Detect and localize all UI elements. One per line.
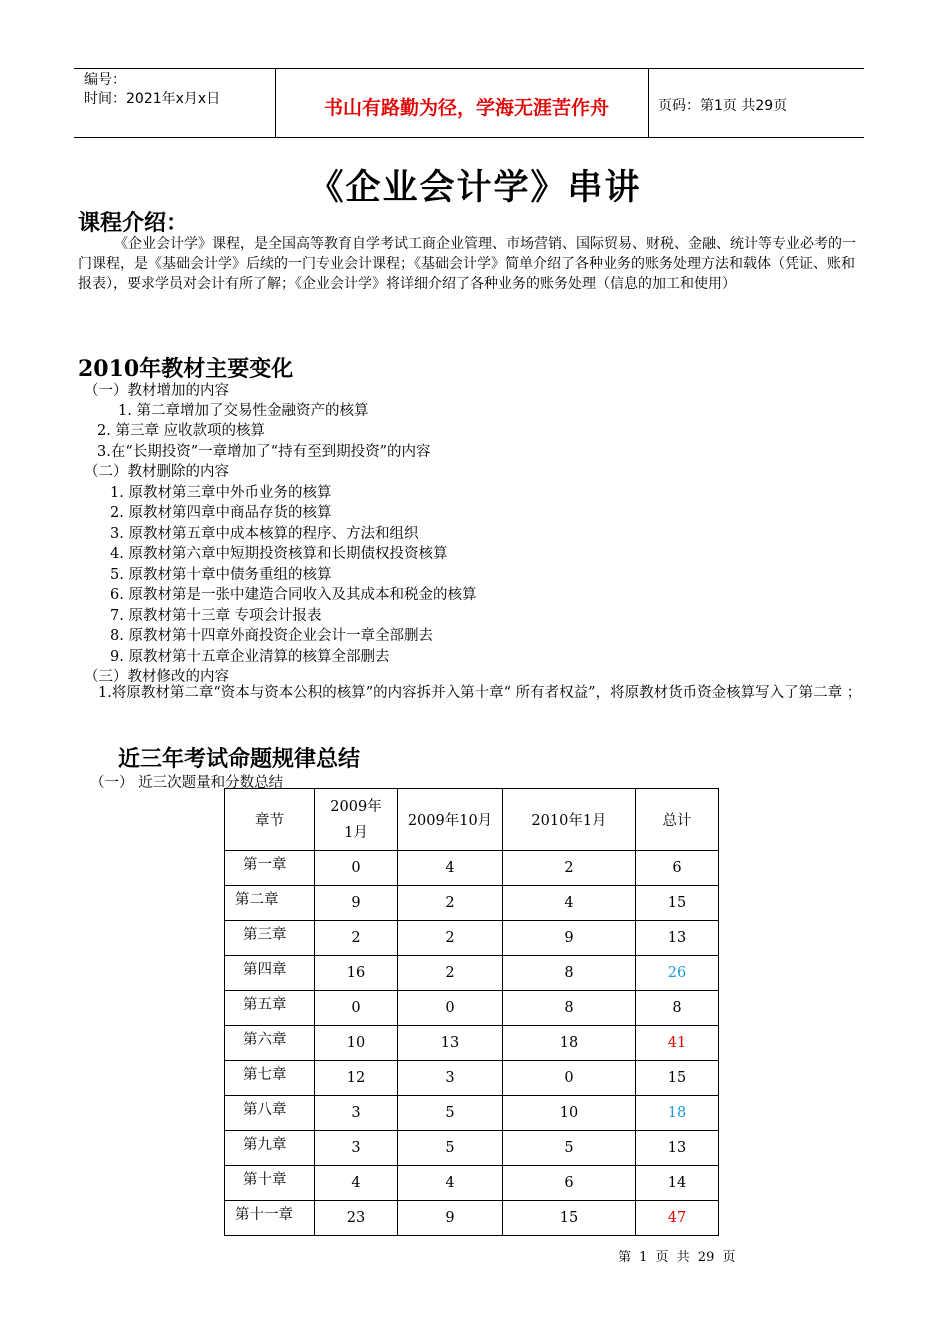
- table-header-text: 2009年1月: [330, 798, 382, 841]
- list-item: 8. 原教材第十四章外商投资企业会计一章全部删去: [110, 628, 433, 644]
- header-divider: [275, 69, 276, 137]
- table-cell: 12: [315, 1061, 398, 1096]
- table-cell: 8: [636, 991, 719, 1026]
- table-cell: 5: [503, 1131, 636, 1166]
- exam-heading: 近三年考试命题规律总结: [118, 747, 361, 772]
- table-row: [225, 886, 719, 921]
- chapter-name: 第十一章: [235, 1206, 293, 1223]
- chapter-name: 第九章: [243, 1136, 287, 1153]
- table-cell: 14: [636, 1166, 719, 1201]
- table-cell: 15: [636, 1061, 719, 1096]
- table-cell: 9: [503, 921, 636, 956]
- chapter-name: 第二章: [235, 891, 279, 908]
- table-cell-highlight: 41: [636, 1026, 719, 1061]
- table-cell: [225, 1166, 315, 1201]
- modified-label: （三）教材修改的内容: [84, 669, 229, 685]
- changes-heading: 2010年教材主要变化: [78, 356, 294, 382]
- header-meta: [84, 71, 220, 109]
- list-item: 2. 第三章 应收款项的核算: [97, 423, 266, 439]
- table-cell: [225, 991, 315, 1026]
- chapter-name: 第四章: [243, 961, 287, 978]
- table-cell: [225, 851, 315, 886]
- table-header: 总计: [636, 789, 719, 851]
- table-cell: [225, 1131, 315, 1166]
- list-item: 2. 原教材第四章中商品存货的核算: [110, 505, 332, 521]
- table-cell-highlight: 47: [636, 1201, 719, 1236]
- page-header: [74, 68, 864, 138]
- table-cell: [225, 1201, 315, 1236]
- table-cell-highlight: 26: [636, 956, 719, 991]
- list-item: 1. 第二章增加了交易性金融资产的核算: [118, 403, 369, 419]
- table-cell: 3: [315, 1131, 398, 1166]
- table-row: [225, 1096, 719, 1131]
- table-header: 2010年1月: [503, 789, 636, 851]
- table-cell: [225, 1096, 315, 1131]
- table-row: [225, 851, 719, 886]
- table-cell: 4: [315, 1166, 398, 1201]
- table-cell: 2: [398, 921, 503, 956]
- table-cell: 5: [398, 1131, 503, 1166]
- table-cell: 9: [315, 886, 398, 921]
- table-cell: 15: [636, 886, 719, 921]
- chapter-name: 第五章: [243, 996, 287, 1013]
- table-cell: 0: [503, 1061, 636, 1096]
- intro-heading: 课程介绍：: [78, 211, 189, 236]
- score-table: [224, 788, 719, 1236]
- list-item: 3.在“长期投资”一章增加了“持有至到期投资”的内容: [97, 444, 431, 460]
- deleted-label: （二）教材删除的内容: [84, 464, 229, 480]
- added-label: （一）教材增加的内容: [84, 383, 229, 399]
- exam-subheading: （一） 近三次题量和分数总结: [90, 775, 284, 791]
- table-cell: 0: [398, 991, 503, 1026]
- table-cell: 8: [503, 956, 636, 991]
- table-cell: 2: [315, 921, 398, 956]
- table-cell: 6: [503, 1166, 636, 1201]
- table-row: [225, 956, 719, 991]
- table-cell: 2: [398, 956, 503, 991]
- document-title: 《企业会计学》串讲: [308, 168, 642, 208]
- table-header: [315, 789, 398, 851]
- chapter-name: 第三章: [243, 926, 287, 943]
- chapter-name: 第十章: [243, 1171, 287, 1188]
- table-cell: 8: [503, 991, 636, 1026]
- table-cell: 5: [398, 1096, 503, 1131]
- table-cell: 13: [398, 1026, 503, 1061]
- list-item: 5. 原教材第十章中债务重组的核算: [110, 567, 332, 583]
- header-motto: 书山有路勤为径，学海无涯苦作舟: [323, 97, 609, 119]
- chapter-name: 第七章: [243, 1066, 287, 1083]
- table-cell: 3: [398, 1061, 503, 1096]
- table-cell: 6: [636, 851, 719, 886]
- table-cell: 10: [503, 1096, 636, 1131]
- table-cell: [225, 886, 315, 921]
- list-item: 9. 原教材第十五章企业清算的核算全部删去: [110, 649, 390, 665]
- table-cell: 13: [636, 1131, 719, 1166]
- header-page: 页码：第1页 共29页: [658, 98, 788, 114]
- table-row: [225, 1131, 719, 1166]
- table-cell: 0: [315, 991, 398, 1026]
- intro-paragraph: 《企业会计学》课程，是全国高等教育自学考试工商企业管理、市场营销、国际贸易、财税、金融、统计等专业必考的一门课程，是《基础会计学》后续的一门专业会计课程；《基础会计学》简单介绍了各种业务的账务处理方法和载体（凭证、账和报表），要求学员对会计有所了解；《企业会计学》将详细介绍了各种业务的账务处理（信息的加工和使用）: [78, 236, 856, 292]
- table-cell: 16: [315, 956, 398, 991]
- table-cell: [225, 1026, 315, 1061]
- table-row: [225, 1166, 719, 1201]
- table-cell: [225, 921, 315, 956]
- list-item: 1. 原教材第三章中外币业务的核算: [110, 485, 332, 501]
- table-cell: 4: [398, 851, 503, 886]
- chapter-name: 第八章: [243, 1101, 287, 1118]
- table-cell: [225, 1061, 315, 1096]
- table-cell: 9: [398, 1201, 503, 1236]
- list-item: 4. 原教材第六章中短期投资核算和长期债权投资核算: [110, 546, 448, 562]
- table-cell: 4: [398, 1166, 503, 1201]
- table-header: 2009年10月: [398, 789, 503, 851]
- table-cell: 13: [636, 921, 719, 956]
- table-cell: [225, 956, 315, 991]
- list-item: 7. 原教材第十三章 专项会计报表: [110, 608, 322, 624]
- table-cell: 15: [503, 1201, 636, 1236]
- header-number: 编号：: [84, 72, 126, 88]
- table-header: 章节: [225, 789, 315, 851]
- list-item: 6. 原教材第是一张中建造合同收入及其成本和税金的核算: [110, 587, 477, 603]
- table-cell: 3: [315, 1096, 398, 1131]
- table-row: [225, 1201, 719, 1236]
- table-cell: 10: [315, 1026, 398, 1061]
- table-cell: 4: [503, 886, 636, 921]
- header-time: 时间：2021年x月x日: [84, 91, 221, 107]
- table-row: [225, 991, 719, 1026]
- list-item: 3. 原教材第五章中成本核算的程序、方法和组织: [110, 526, 419, 542]
- table-row: [225, 1026, 719, 1061]
- table-cell: 2: [398, 886, 503, 921]
- page-footer: 第 1 页 共 29 页: [618, 1250, 736, 1265]
- table-cell: 2: [503, 851, 636, 886]
- chapter-name: 第六章: [243, 1031, 287, 1048]
- table-row: [225, 1061, 719, 1096]
- table-cell: 23: [315, 1201, 398, 1236]
- table-cell-highlight: 18: [636, 1096, 719, 1131]
- chapter-name: 第一章: [243, 856, 287, 873]
- table-row: [225, 921, 719, 956]
- table-cell: 0: [315, 851, 398, 886]
- modified-paragraph: 1.将原教材第二章“资本与资本公积的核算”的内容拆并入第十章“ 所有者权益”，将原教材货币资金核算写入了第二章 ；: [98, 685, 862, 701]
- table-cell: 18: [503, 1026, 636, 1061]
- table-header-row: [225, 789, 719, 851]
